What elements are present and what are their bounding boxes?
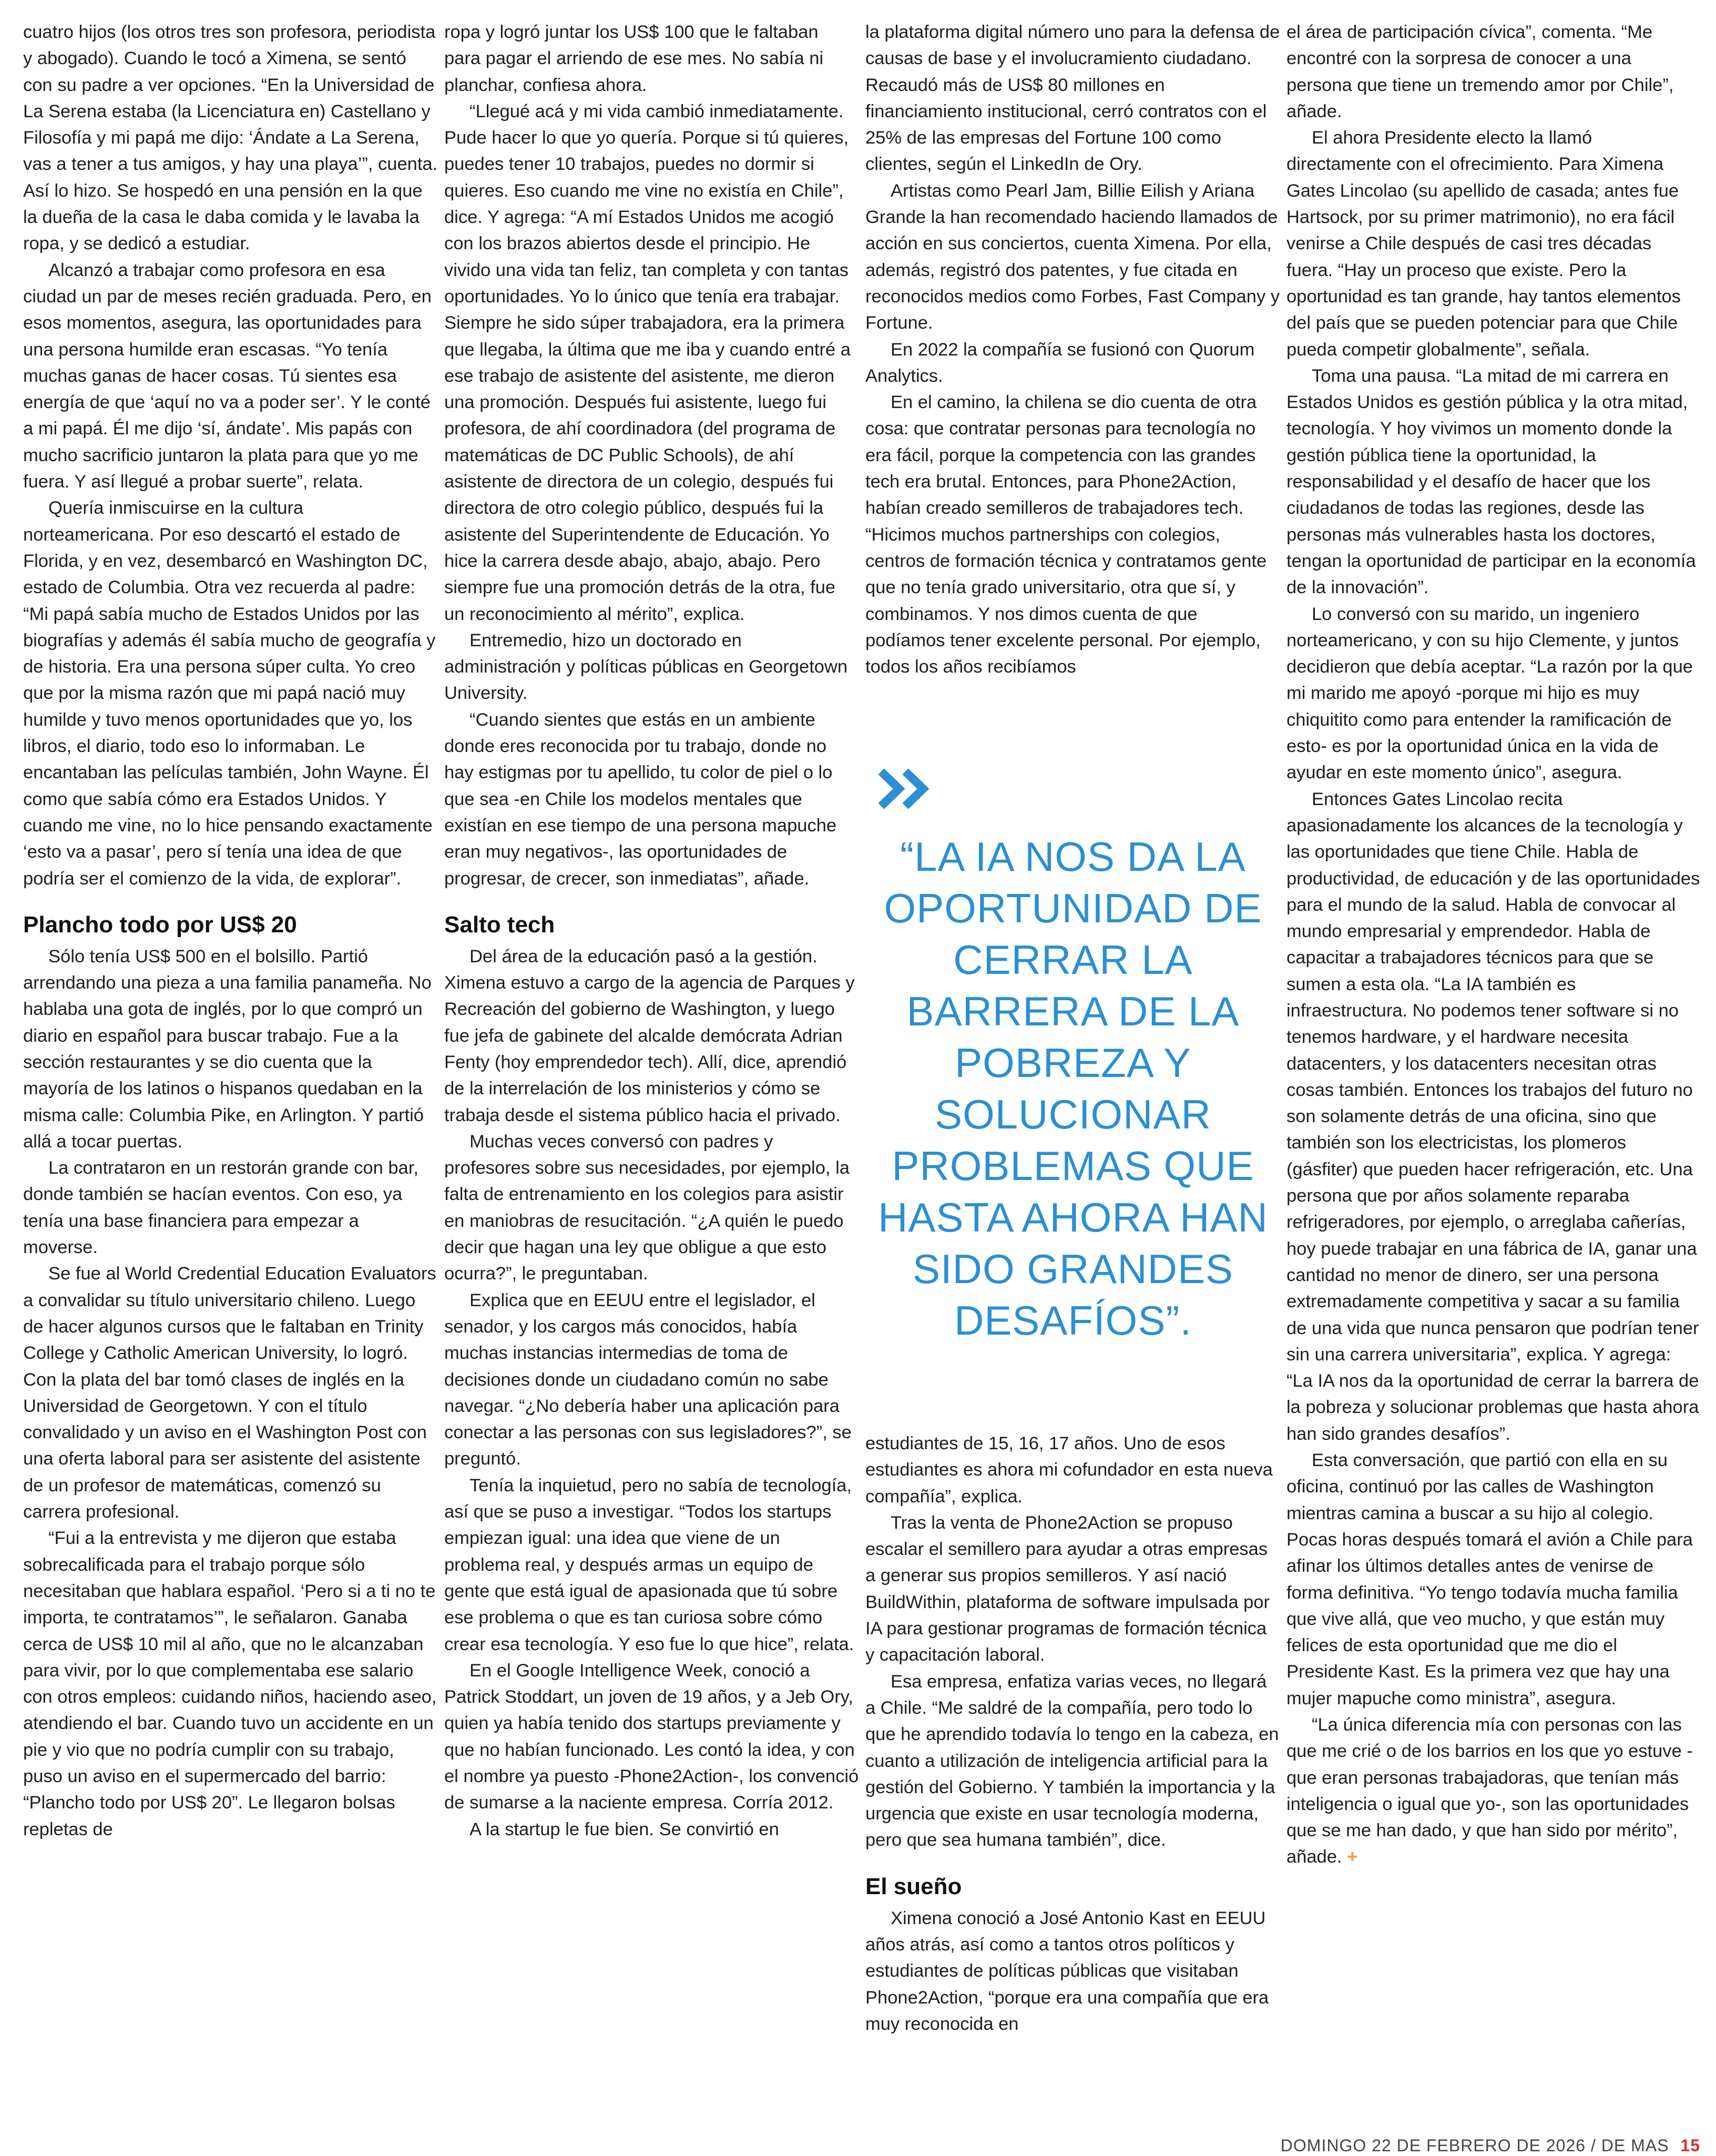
pull-quote-text: “LA IA NOS DA LA OPORTUNIDAD DE CERRAR LA BARRERA DE LA POBREZA Y SOLUCIONAR PROBLEMAS QUE HASTA AHORA HAN SIDO GRANDES DESAFÍOS”. <box>878 833 1268 1344</box>
paragraph: Alcanzó a trabajar como profesora en esa ciudad un par de meses recién graduada. Pero, en esos momentos, asegura, las oportunidades para una persona humilde eran escasas. “Yo tenía muchas ganas de hacer cosas. Tú sientes esa energía de que ‘aquí no va a poder ser’. Y le conté a mi papá. Él me dijo ‘sí, ándate’. Mis papás con mucho sacrificio juntaron la plata para que yo me fuera. Y así llegué a probar suerte”, relata. <box>23 260 432 492</box>
paragraph: Esa empresa, enfatiza varias veces, no llegará a Chile. “Me saldré de la compañía, pero todo lo que he aprendido todavía lo tengo en la cabeza, en cuanto a utilización de inteligencia artificial para la gestión del Gobierno. Y también la importancia y la urgencia que existe en usar tecnología moderna, pero que sea humana también”, dice. <box>865 1671 1279 1850</box>
article-column-3-top <box>865 19 1281 680</box>
paragraph: estudiantes de 15, 16, 17 años. Uno de esos estudiantes es ahora mi cofundador en esta nueva compañía”, explica. <box>865 1433 1273 1507</box>
paragraph: Tras la venta de Phone2Action se propuso escalar el semillero para ayudar a otras empresas a generar sus propios semilleros. Y así nació BuildWithin, plataforma de software impulsada por IA para gestionar programas de formación técnica y capacitación laboral. <box>865 1512 1270 1665</box>
page-footer <box>1281 2135 1700 2156</box>
paragraph: Tenía la inquietud, pero no sabía de tecnología, así que se puso a investigar. “Todos los startups empiezan igual: una idea que viene de un problema real, y después armas un equipo de gente que está igual de apasionada que tú sobre ese problema o que es tan curiosa sobre cómo crear esa tecnología. Y eso fue lo que hice”, relata. <box>444 1475 854 1654</box>
paragraph: ropa y logró juntar los US$ 100 que le faltaban para pagar el arriendo de ese mes. No sabía ni planchar, confiesa ahora. <box>444 22 824 95</box>
paragraph: En el Google Intelligence Week, conoció a Patrick Stoddart, un joven de 19 años, y a Jeb Ory, quien ya había tenido dos startups previamente y que no habían funcionado. Les contó la idea, y con el nombre ya puesto -Phone2Action-, los convenció de sumarse a la naciente empresa. Corría 2012. <box>444 1660 859 1813</box>
paragraph-text: “La única diferencia mía con personas con las que me crié o de los barrios en los que yo estuve -que eran personas trabajadoras, que tenían más inteligencia o igual que yo-, son las oportunidades que se me han dado, y que han sido por mérito”, añade. <box>1286 1715 1693 1867</box>
paragraph <box>1286 1712 1702 1870</box>
paragraph: Esta conversación, que partió con ella en su oficina, continuó por las calles de Washington mientras camina a buscar a su hijo al colegio. Pocas horas después tomará el avión a Chile para afinar los últimos detalles antes de venirse de forma definitiva. “Yo tengo todavía mucha familia que vive allá, que veo mucho, y que están muy felices de esta oportunidad que me dio el Presidente Kast. Es la primera vez que hay una mujer mapuche como ministra”, asegura. <box>1286 1450 1693 1708</box>
paragraph: En 2022 la compañía se fusionó con Quorum Analytics. <box>865 339 1255 386</box>
paragraph: Explica que en EEUU entre el legislador, el senador, y los cargos más conocidos, había muchas instancias intermedias de toma de decisiones donde un ciudadano común no sabe navegar. “¿No debería haber una aplicación para conectar a las personas con sus legisladores?”, se preguntó. <box>444 1290 852 1469</box>
article-column-4 <box>1286 19 1702 1870</box>
paragraph: Del área de la educación pasó a la gestión. Ximena estuvo a cargo de la agencia de Parques y Recreación del gobierno de Washington, y luego fue jefa de gabinete del alcalde demócrata Adrian Fenty (hoy emprendedor tech). Allí, dice, aprendió de la interrelación de los ministerios y cómo se trabaja desde el sistema público hacia el privado. <box>444 946 855 1125</box>
paragraph: la plataforma digital número uno para la defensa de causas de base y el involucramiento ciudadano. Recaudó más de US$ 80 millones en financiamiento institucional, cerró contratos con el 25% de las empresas del Fortune 100 como clientes, según el LinkedIn de Ory. <box>865 22 1280 175</box>
pull-quote <box>865 765 1281 1438</box>
section-heading: El sueño <box>865 1873 962 1899</box>
paragraph: Lo conversó con su marido, un ingeniero norteamericano, y con su hijo Clemente, y juntos decidieron que debía aceptar. “La razón por la que mi marido me apoyó -porque mi hijo es muy chiquitito como para entender la ramificación de esto- es por la oportunidad única en la vida de ayudar en este momento único”, asegura. <box>1286 604 1693 783</box>
paragraph: “Llegué acá y mi vida cambió inmediatamente. Pude hacer lo que yo quería. Porque si tú quieres, puedes tener 10 trabajos, puedes no dormir si quieres. Eso cuando me vine no existía en Chile”, dice. Y agrega: “A mí Estados Unidos me acogió con los brazos abiertos desde el principio. He vivido una vida tan feliz, tan completa y con tantas oportunidades. Yo lo único que tenía era trabajar. Siempre he sido súper trabajadora, era la primera que llegaba, la última que me iba y cuando entré a ese trabajo de asistente del asistente, me dieron una promoción. Después fui asistente, luego fui profesora, de ahí coordinadora (del programa de matemáticas de DC Public Schools), de ahí asistente de directora de un colegio, después fui directora de otro colegio público, después fui la asistente del Superintendente de Educación. Yo hice la carrera desde abajo, abajo, abajo. Pero siempre fue una promoción detrás de la otra, fue un reconocimiento al mérito”, explica. <box>444 101 851 624</box>
paragraph: el área de participación cívica”, comenta. “Me encontré con la sorpresa de conocer a una persona que tiene un tremendo amor por Chile”, añade. <box>1286 22 1674 121</box>
paragraph: Se fue al World Credential Education Evaluators a convalidar su título universitario chileno. Luego de hacer algunos cursos que le faltaban en Trinity College y Catholic American University, lo logró. Con la plata del bar tomó clases de inglés en la Universidad de Georgetown. Y con el título convalidado y un aviso en el Washington Post con una oferta laboral para ser asistente del asistente de un profesor de matemáticas, comenzó su carrera profesional. <box>23 1264 436 1522</box>
article-column-1 <box>23 19 438 1843</box>
paragraph: La contrataron en un restorán grande con bar, donde también se hacían eventos. Con eso, ya tenía una base financiera para empezar a moverse. <box>23 1158 418 1258</box>
paragraph: Quería inmiscuirse en la cultura norteamericana. Por eso descartó el estado de Florida, y en vez, desembarcó en Washington DC, estado de Columbia. Otra vez recuerda al padre: “Mi papá sabía mucho de Estados Unidos por las biografías y además él sabía mucho de geografía y de historia. Era una persona súper culta. Yo creo que por la misma razón que mi papá nació muy humilde y tuvo menos oportunidades que yo, los libros, el diario, todo eso lo informaban. Le encantaban las películas también, John Wayne. Él como que sabía cómo era Estados Unidos. Y cuando me vine, no lo hice pensando exactamente ‘esto va a pasar’, pero sí tenía una idea de que podría ser el comienzo de la vida, de explorar”. <box>23 498 436 889</box>
end-of-article-mark: + <box>1347 1847 1358 1867</box>
footer-date-section: DOMINGO 22 DE FEBRERO DE 2026 / DE MAS <box>1280 2136 1669 2155</box>
article-column-3-bottom <box>865 1430 1281 2037</box>
paragraph: Entremedio, hizo un doctorado en administración y políticas públicas en Georgetown University. <box>444 630 848 704</box>
paragraph: A la startup le fue bien. Se convirtió en <box>469 1819 779 1839</box>
paragraph: “Cuando sientes que estás en un ambiente donde eres reconocida por tu trabajo, donde no hay estigmas por tu apellido, tu color de piel o lo que sea -en Chile los modelos mentales que existían en ese tiempo de una persona mapuche eran muy negativos-, las oportunidades de progresar, de crecer, son inmediatas”, añade. <box>444 709 837 889</box>
page-number: 15 <box>1680 2136 1700 2155</box>
section-heading: Plancho todo por US$ 20 <box>23 911 297 938</box>
paragraph: Muchas veces conversó con padres y profesores sobre sus necesidades, por ejemplo, la falta de entrenamiento en los colegios para asistir en maniobras de resucitación. “¿A quién le puedo decir que hagan una ley que obligue a que esto ocurra?”, le preguntaban. <box>444 1131 850 1284</box>
paragraph: Artistas como Pearl Jam, Billie Eilish y Ariana Grande la han recomendado haciendo llamados de acción en sus conciertos, cuenta Ximena. Por ella, además, registró dos patentes, y fue citada en reconocidos medios como Forbes, Fast Company y Fortune. <box>865 180 1280 333</box>
paragraph: cuatro hijos (los otros tres son profesora, periodista y abogado). Cuando le tocó a Ximena, se sentó con su padre a ver opciones. “En la Universidad de La Serena estaba (la Licenciatura en) Castellano y Filosofía y mi papá me dijo: ‘Ándate a La Serena, vas a tener a tus amigos, y hay una playa’”, cuenta. Así lo hizo. Se hospedó en una pensión en la que la dueña de la casa le daba comida y le lavaba la ropa, y se dedicó a estudiar. <box>23 22 438 254</box>
article-column-2 <box>444 19 860 1843</box>
double-chevron-right-icon <box>876 765 934 812</box>
paragraph: Toma una pausa. “La mitad de mi carrera en Estados Unidos es gestión pública y la otra mitad, tecnología. Y hoy vivimos un momento donde la gestión pública tiene la oportunidad, la responsabilidad y el desafío de hacer que los ciudadanos de todas las regiones, desde las personas más vulnerables hasta los doctores, tengan la oportunidad de participar en la economía de la innovación”. <box>1286 365 1696 598</box>
paragraph: En el camino, la chilena se dio cuenta de otra cosa: que contratar personas para tecnología no era fácil, porque la competencia con las grandes tech era brutal. Entonces, para Phone2Action, habían creado semilleros de trabajadores tech. “Hicimos muchos partnerships con colegios, centros de formación técnica y contratamos gente que no tenía grado universitario, otra que sí, y combinamos. Y nos dimos cuenta de que podíamos tener excelente personal. Por ejemplo, todos los años recibíamos <box>865 392 1267 677</box>
paragraph: Entonces Gates Lincolao recita apasionadamente los alcances de la tecnología y las oportunidades que tiene Chile. Habla de productividad, de educación y de las oportunidades para el mundo de la salud. Habla de convocar al mundo empresarial y emprendedor. Habla de capacitar a trabajadores técnicos para que se sumen a esta ola. “La IA también es infraestructura. No podemos tener software si no tenemos hardware, y el hardware necesita datacenters, y los datacenters necesitan otras cosas también. Entonces los trabajos del futuro no son solamente detrás de una oficina, sino que también son los electricistas, los plomeros (gásfiter) que pueden hacer refrigeración, etc. Una persona que por años solamente reparaba refrigeradores, por ejemplo, o arreglaba cañerías, hoy puede trabajar en una fábrica de IA, ganar una cantidad no menor de dinero, ser una persona extremadamente competitiva y sacar a su familia de una vida que nunca pensaron que podrían tener sin una carrera universitaria”, explica. Y agrega: “La IA nos da la oportunidad de cerrar la barrera de la pobreza y solucionar problemas que hasta ahora han sido grandes desafíos”. <box>1286 789 1700 1444</box>
section-heading: Salto tech <box>444 911 555 938</box>
paragraph: Ximena conoció a José Antonio Kast en EEUU años atrás, así como a tantos otros políticos y estudiantes de políticas públicas que visitaban Phone2Action, “porque era una compañía que era muy reconocida en <box>865 1908 1269 2034</box>
paragraph: Sólo tenía US$ 500 en el bolsillo. Partió arrendando una pieza a una familia panameña. No hablaba una gota de inglés, por lo que compró un diario en español para buscar trabajo. Fue a la sección restaurantes y se dio cuenta que la mayoría de los latinos o hispanos quedaban en la misma calle: Columbia Pike, en Arlington. Y partió allá a tocar puertas. <box>23 946 432 1152</box>
paragraph: “Fui a la entrevista y me dijeron que estaba sobrecalificada para el trabajo porque sólo necesitaban que hablara español. ‘Pero si a ti no te importa, te contratamos’”, le señalaron. Ganaba cerca de US$ 10 mil al año, que no le alcanzaban para vivir, por lo que complementaba ese salario con otros empleos: cuidando niños, haciendo aseo, atendiendo el bar. Cuando tuvo un accidente en un pie y vio que no podría cumplir con su trabajo, puso un aviso en el supermercado del barrio: “Plancho todo por US$ 20”. Le llegaron bolsas repletas de <box>23 1528 437 1839</box>
paragraph: El ahora Presidente electo la llamó directamente con el ofrecimiento. Para Ximena Gates Lincolao (su apellido de casada; antes fue Hartsock, por su primer matrimonio), no era fácil venirse a Chile después de casi tres décadas fuera. “Hay un proceso que existe. Pero la oportunidad es tan grande, hay tantos elementos del país que se pueden potenciar para que Chile pueda competir globalmente”, señala. <box>1286 128 1681 360</box>
